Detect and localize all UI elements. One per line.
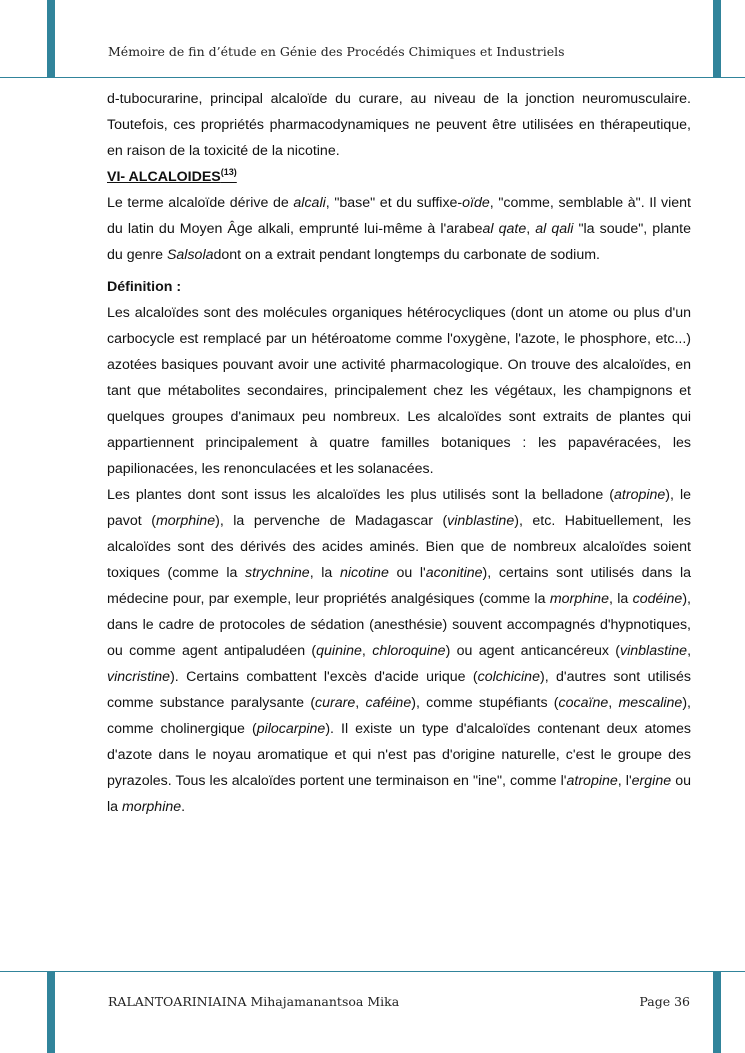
footer-rule — [0, 971, 745, 972]
page-header: Mémoire de fin d’étude en Génie des Procédés Chimiques et Industriels — [108, 44, 565, 59]
etymology-paragraph: Le terme alcaloïde dérive de alcali, "base" et du suffixe-oïde, "comme, semblable à". Il vient du latin du Moyen Âge alkali, emprunté lui-même à l'arabeal qate, al qali "la soude", plante du genre Salsoladont on a extrait pendant longtemps du carbonate de sodium. — [107, 195, 691, 263]
definition-heading: Définition : — [107, 279, 182, 295]
section-reference: (13) — [220, 167, 237, 177]
footer-author: RALANTOARINIAINA Mihajamanantsoa Mika — [108, 994, 400, 1009]
section-title — [107, 164, 691, 190]
footer-page-number: Page 36 — [639, 994, 690, 1009]
bottom-right-accent-bar — [713, 971, 721, 1053]
top-left-accent-bar — [47, 0, 55, 78]
intro-paragraph: d-tubocurarine, principal alcaloïde du curare, au niveau de la jonction neuromusculaire. Toutefois, ces propriétés pharmacodynamiques ne peuvent être utilisées en thérapeutique, en raison de la toxicité de la nicotine. — [107, 91, 691, 159]
section-title-text: VI- ALCALOIDES — [107, 169, 221, 185]
page-body — [107, 86, 691, 820]
definition-paragraph: Les alcaloïdes sont des molécules organiques hétérocycliques (dont un atome ou plus d'un carbocycle est remplacé par un hétéroatome comme l'oxygène, l'azote, le phosphore, etc...) azotées basiques pouvant avoir une activité pharmacologique. On trouve des alcaloïdes, en tant que métabolites secondaires, principalement chez les végétaux, les champignons et quelques groupes d'animaux peu nombreux. Les alcaloïdes sont extraits de plantes qui appartiennent principalement à quatre familles botaniques : les papavéracées, les papilionacées, les renonculacées et les solanacées. — [107, 305, 691, 477]
bottom-left-accent-bar — [47, 971, 55, 1053]
header-rule — [0, 77, 745, 78]
top-right-accent-bar — [713, 0, 721, 78]
plants-paragraph: Les plantes dont sont issus les alcaloïdes les plus utilisés sont la belladone (atropine), le pavot (morphine), la pervenche de Madagascar (vinblastine), etc. Habituellement, les alcaloïdes sont des dérivés des acides aminés. Bien que de nombreux alcaloïdes soient toxiques (comme la strychnine, la nicotine ou l'aconitine), certains sont utilisés dans la médecine pour, par exemple, leur propriétés analgésiques (comme la morphine, la codéine), dans le cadre de protocoles de sédation (anesthésie) souvent accompagnés d'hypnotiques, ou comme agent antipaludéen (quinine, chloroquine) ou agent anticancéreux (vinblastine, vincristine). Certains combattent l'excès d'acide urique (colchicine), d'autres sont utilisés comme substance paralysante (curare, caféine), comme stupéfiants (cocaïne, mescaline), comme cholinergique (pilocarpine). Il existe un type d'alcaloïdes contenant deux atomes d'azote dans le noyau aromatique et qui n'est pas d'origine naturelle, c'est le groupe des pyrazoles. Tous les alcaloïdes portent une terminaison en "ine", comme l'atropine, l'ergine ou la morphine. — [107, 487, 692, 815]
